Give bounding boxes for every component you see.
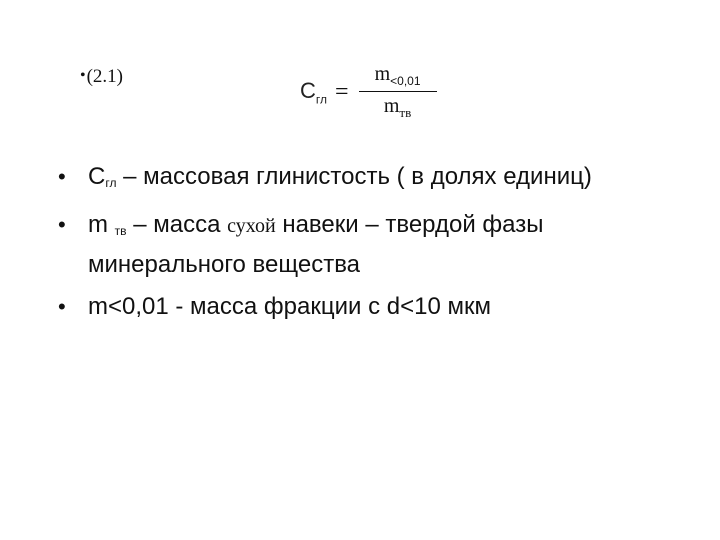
bullet-dot: • (80, 67, 86, 84)
lhs-symbol: C (300, 77, 316, 103)
item-symbol: C (88, 163, 106, 190)
equation-number-text: (2.1) (86, 66, 124, 87)
bullet-dot: • (58, 164, 66, 189)
fraction-numerator (371, 63, 425, 88)
formula-lhs (300, 78, 327, 106)
numerator-symbol: m (374, 63, 391, 85)
numerator-subscript: <0,01 (390, 74, 421, 88)
item-text: навеки – твердой фазы минерального вещества (88, 211, 544, 278)
definition-list (58, 160, 678, 332)
list-item (58, 160, 678, 200)
fraction-bar (359, 91, 437, 92)
equals-sign: = (335, 78, 349, 105)
bullet-dot: • (58, 294, 66, 319)
list-item (58, 290, 678, 324)
lhs-subscript: гл (315, 92, 328, 107)
denominator-symbol: m (383, 95, 400, 117)
item-subscript: гл (105, 176, 117, 190)
formula (300, 60, 437, 124)
fraction (359, 63, 437, 121)
item-subscript: тв (114, 224, 127, 238)
item-text-small: сухой (227, 215, 276, 237)
fraction-denominator (380, 95, 415, 121)
item-text: – массовая глинистость ( в долях единиц) (116, 163, 592, 190)
item-text: – масса (126, 211, 228, 238)
item-text: m<0,01 - масса фракции с d<10 мкм (88, 293, 491, 320)
denominator-subscript: тв (399, 105, 412, 120)
equation-row (0, 0, 720, 140)
bullet-dot: • (58, 212, 66, 237)
list-item (58, 208, 678, 282)
equation-number (80, 66, 123, 88)
item-symbol: m (88, 211, 115, 238)
